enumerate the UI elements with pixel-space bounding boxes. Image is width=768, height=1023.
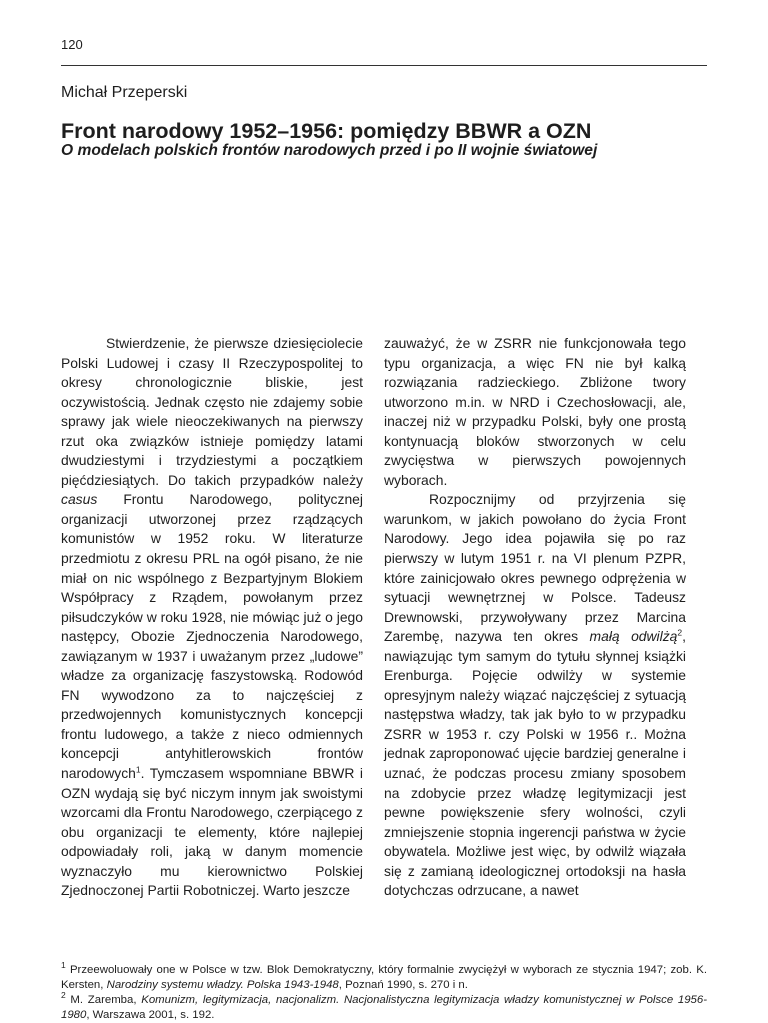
footnote-1 <box>61 960 707 993</box>
author-name: Michał Przeperski <box>61 84 188 101</box>
footnote-number: 1 <box>61 960 66 971</box>
footnote-2 <box>61 990 707 1023</box>
emphasis-casus: casus <box>61 491 98 508</box>
footnote-text: Przeewoluowały one w Polsce w tzw. Blok Demokratyczny, który formalnie zwyciężył w wyborach ze stycznia 1947; zob. K. Kersten, <box>61 964 707 991</box>
footnote-text: , Warszawa 2001, s. 192. <box>86 1009 215 1021</box>
footnote-book-title: Komunizm, legitymizacja, nacjonalizm. Nacjonalistyczna legitymizacja władzy komunistycznej w Polsce 1956-1980 <box>61 994 707 1021</box>
footnote-number: 2 <box>61 990 66 1001</box>
footnote-text: M. Zaremba, <box>65 994 142 1006</box>
paragraph-text: Frontu Narodowego, politycznej organizacji utworzonej przez rządzących komunistów w 1952 roku. W literaturze przedmiotu z okresu PRL na ogół pisano, że nie miał on nic wspólnego z Bezpartyjnym Blokiem Współpracy z Rządem, powołanym przez piłsudczyków w roku 1928, nie mówiąc już o jego następcy, Obozie Zjednoczenia Narodowego, zawiązanym w 1937 i uważanym przez „ludowe” władze za organizację faszystowską. Rodowód FN wywodzono za to najczęściej z przedwojennych komunistycznych koncepcji frontu ludowego, a także z nieco odmiennych koncepcji antyhitlerowskich frontów narodowych <box>61 491 363 782</box>
body-paragraph <box>61 334 363 901</box>
article-subtitle: O modelach polskich frontów narodowych przed i po II wojnie światowej <box>61 142 598 159</box>
paragraph-text: . Tymczasem wspomniane BBWR i OZN wydają się być niczym innym jak swoistymi wzorcami dla Frontu Narodowego, czerpiącego z obu organizacji te elementy, które najlepiej odpowiadały roli, jaką w danym momencie wyznaczyło mu kierownictwo Polskiej Zjednoczonej Partii Robotniczej. Warto jeszcze <box>61 765 363 899</box>
left-column <box>61 334 363 901</box>
paragraph-text: Rozpocznijmy od przyjrzenia się warunkom, w jakich powołano do życia Front Narodowy. Jego idea pojawiła się po raz pierwszy w lutym 1951 r. na VI plenum PZPR, które zainicjowało okres pewnego odprężenia w sytuacji wewnętrznej w Polsce. Tadeusz Drewnowski, przywoływany przez Marcina Zarembę, nazywa ten okres <box>384 491 686 645</box>
article-title: Front narodowy 1952–1956: pomiędzy BBWR a OZN <box>61 119 592 143</box>
right-column <box>384 334 686 901</box>
header-rule <box>61 65 707 66</box>
footnote-ref-1[interactable]: 1 <box>135 764 141 775</box>
paragraph-text: , nawiązując tym samym do tytułu słynnej książki Erenburga. Pojęcie odwilży w systemie opresyjnym należy wiązać najczęściej z sytuacją następstwa władzy, tak jak było to w przypadku ZSRR w 1953 r. czy Polski w 1956 r.. Można jednak zaproponować ujęcie bardziej generalne i uznać, że podczas procesu zmiany sposobem na zdobycie przez władzę legitymizacji jest pewne powiększenie sfery wolności, czyli zmniejszenie stopnia ingerencji państwa w życie obywatela. Możliwe jest więc, by odwilż wiązała się z zamianą ideologicznej ortodoksji na hasła dotychczas odrzucane, a nawet <box>384 628 686 899</box>
emphasis-odwilz: małą odwilżą <box>589 628 678 645</box>
footnote-text: , Poznań 1990, s. 270 i n. <box>338 979 468 991</box>
body-paragraph: zauważyć, że w ZSRR nie funkcjonowała tego typu organizacja, a więc FN nie był kalką rozwiązania radzieckiego. Zbliżone twory utworzono m.in. w NRD i Czechosłowacji, ale, inaczej niż w przypadku Polski, były one prostą kontynuacją bloków stworzonych w celu zwycięstwa w pierwszych powojennych wyborach. <box>384 335 686 488</box>
page-number: 120 <box>61 37 83 52</box>
paragraph-text: Stwierdzenie, że pierwsze dziesięciolecie Polski Ludowej i czasy II Rzeczypospolitej to okresy chronologicznie bliskie, jest oczywistością. Jednak często nie zdajemy sobie sprawy jak wiele nieoczekiwanych na pierwszy rzut oka związków istnieje pomiędzy latami dwudziestymi i trzydziestymi a początkiem pięćdziesiątych. Do takich przypadków należy <box>61 335 363 488</box>
body-paragraph <box>384 490 686 900</box>
footnote-book-title: Narodziny systemu władzy. Polska 1943-1948 <box>106 979 339 991</box>
footnote-ref-2[interactable]: 2 <box>677 627 683 638</box>
footnotes <box>61 960 707 1023</box>
